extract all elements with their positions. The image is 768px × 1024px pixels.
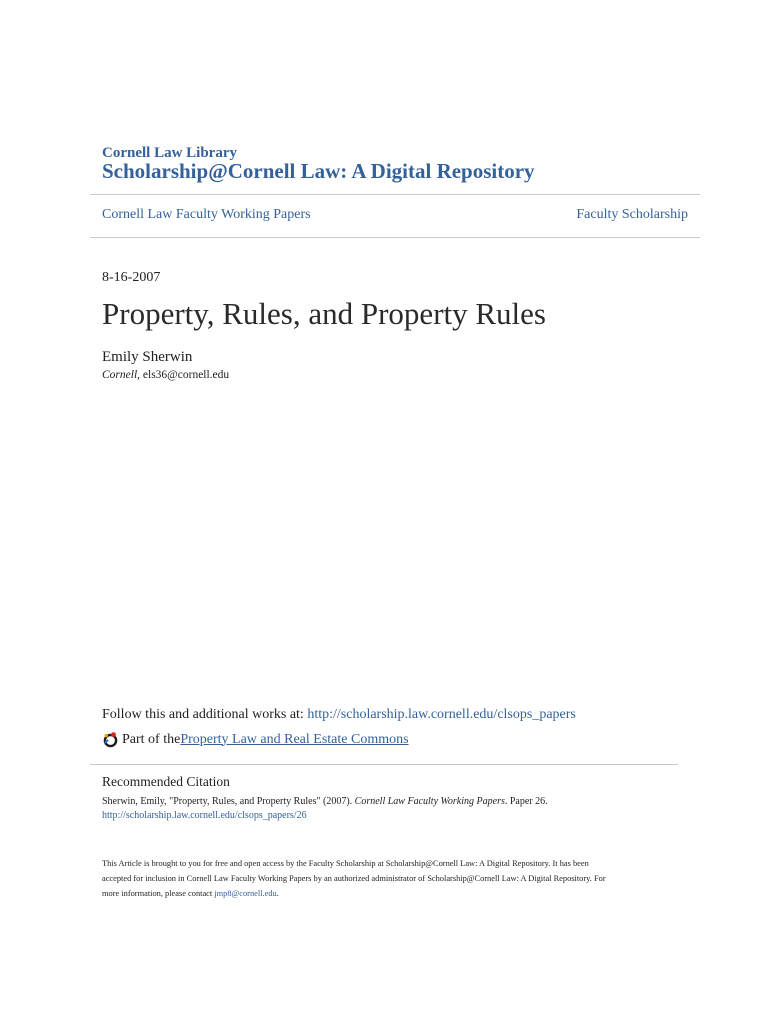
follow-url-link[interactable]: http://scholarship.law.cornell.edu/clsops_papers bbox=[307, 707, 576, 722]
citation-text-before: Sherwin, Emily, "Property, Rules, and Property Rules" (2007). bbox=[102, 796, 355, 807]
citation-divider bbox=[90, 764, 678, 765]
citation-text-after: . Paper 26. bbox=[504, 796, 548, 807]
repository-name[interactable]: Scholarship@Cornell Law: A Digital Repository bbox=[102, 159, 535, 183]
nav-divider bbox=[90, 237, 700, 238]
citation-text bbox=[102, 796, 548, 807]
citation-url-link[interactable]: http://scholarship.law.cornell.edu/clsops_papers/26 bbox=[102, 810, 307, 821]
author-email: , els36@cornell.edu bbox=[137, 369, 230, 381]
author-institution: Cornell bbox=[102, 369, 138, 381]
part-of-line bbox=[102, 731, 409, 748]
series-link[interactable]: Cornell Law Faculty Working Papers bbox=[102, 207, 311, 222]
part-of-label: Part of the bbox=[122, 731, 181, 747]
library-name: Cornell Law Library bbox=[102, 145, 237, 161]
contact-email-link[interactable]: jmp8@cornell.edu bbox=[214, 889, 277, 898]
faculty-scholarship-link[interactable]: Faculty Scholarship bbox=[576, 207, 688, 222]
header-divider bbox=[90, 194, 700, 195]
access-notice bbox=[102, 856, 682, 901]
follow-label: Follow this and additional works at: bbox=[102, 707, 308, 722]
author-affiliation bbox=[102, 369, 229, 381]
citation-journal: Cornell Law Faculty Working Papers bbox=[354, 796, 505, 807]
author-name: Emily Sherwin bbox=[102, 349, 193, 365]
notice-line-2: accepted for inclusion in Cornell Law Faculty Working Papers by an authorized administrator of Scholarship@Cornell Law: A Digital Repository. For bbox=[102, 874, 606, 883]
commons-link[interactable]: Property Law and Real Estate Commons bbox=[180, 731, 409, 747]
follow-line bbox=[102, 707, 576, 723]
notice-line-3-end: . bbox=[276, 889, 279, 898]
notice-line-3 bbox=[102, 886, 682, 901]
notice-line-1: This Article is brought to you for free and open access by the Faculty Scholarship at Scholarship@Cornell Law: A Digital Repository. It has been bbox=[102, 859, 589, 868]
bepress-commons-icon bbox=[102, 731, 119, 748]
notice-line-3-text: more information, please contact bbox=[102, 889, 215, 898]
publication-date: 8-16-2007 bbox=[102, 270, 161, 285]
article-title: Property, Rules, and Property Rules bbox=[102, 296, 546, 331]
citation-heading: Recommended Citation bbox=[102, 774, 230, 789]
